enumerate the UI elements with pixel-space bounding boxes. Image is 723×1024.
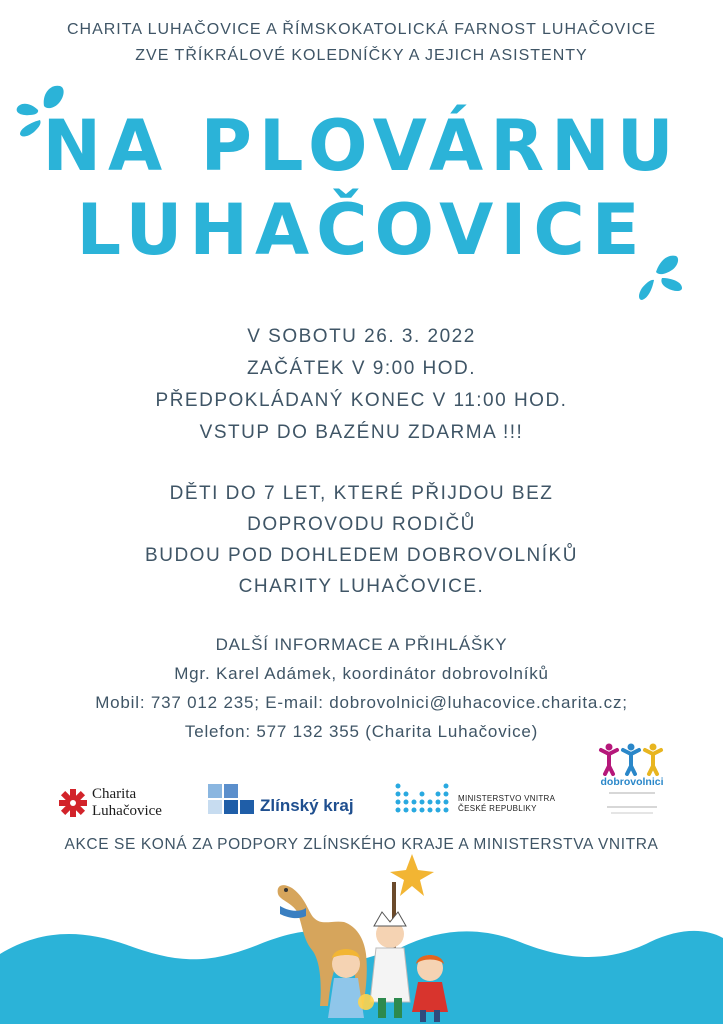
dobrovolnici-divider — [611, 812, 653, 814]
zlinsky-kraj-text: Zlínský kraj — [260, 796, 354, 815]
title-line-2: LUHAČOVICE — [76, 189, 647, 271]
event-entry: VSTUP DO BAZÉNU ZDARMA !!! — [199, 422, 524, 443]
children-note-line-1: DĚTI DO 7 LET, KTERÉ PŘIJDOU BEZ — [169, 483, 554, 504]
contact-mobile-email: Mobil: 737 012 235; E-mail: dobrovolnici@luhacovice.charita.cz; — [95, 693, 628, 712]
event-end: PŘEDPOKLÁDANÝ KONEC V 11:00 HOD. — [155, 390, 568, 411]
dobrovolnici-text: dobrovolnici — [600, 776, 664, 788]
children-note-line-3: BUDOU POD DOHLEDEM DOBROVOLNÍKŮ — [145, 545, 578, 566]
star-icon — [390, 854, 434, 896]
zlinsky-kraj-squares-icon — [208, 784, 256, 820]
contact-phone: Telefon: 577 132 355 (Charita Luhačovice) — [184, 722, 539, 741]
charita-cross-icon — [58, 788, 88, 818]
dobrovolnici-logo — [595, 742, 669, 822]
ministerstvo-line-2: ČESKÉ REPUBLIKY — [458, 804, 537, 813]
title-line-1: NA PLOVÁRNU — [42, 105, 681, 187]
charita-logo-line-2: Luhačovice — [92, 803, 162, 819]
dobrovolnici-figures-icon — [597, 742, 667, 776]
header-line-2: ZVE TŘÍKRÁLOVÉ KOLEDNÍČKY A JEJICH ASISTENTY — [135, 47, 588, 64]
support-statement: AKCE SE KONÁ ZA PODPORY ZLÍNSKÉHO KRAJE A MINISTERSTVA VNITRA — [64, 836, 659, 853]
charita-logo — [58, 786, 178, 822]
ministerstvo-vnitra-logo — [390, 768, 565, 824]
dobrovolnici-divider — [607, 806, 657, 808]
dobrovolnici-divider — [609, 792, 655, 794]
charita-logo-line-1: Charita — [92, 786, 137, 802]
contact-heading: DALŠÍ INFORMACE A PŘIHLÁŠKY — [215, 635, 508, 654]
ministerstvo-dots-icon — [394, 778, 454, 822]
contact-person: Mgr. Karel Adámek, koordinátor dobrovolníků — [174, 664, 549, 683]
children-note-line-4: CHARITY LUHAČOVICE. — [238, 576, 485, 597]
header-line-1: CHARITA LUHAČOVICE A ŘÍMSKOKATOLICKÁ FARNOST LUHAČOVICE — [66, 21, 657, 38]
zlinsky-kraj-logo — [208, 782, 358, 824]
event-start: ZAČÁTEK V 9:00 HOD. — [246, 358, 477, 379]
event-date: V SOBOTU 26. 3. 2022 — [247, 326, 476, 347]
ministerstvo-line-1: MINISTERSTVO VNITRA — [458, 794, 556, 803]
three-kings-camel-illustration — [262, 842, 462, 1024]
children-note-line-2: DOPROVODU RODIČŮ — [247, 514, 476, 535]
